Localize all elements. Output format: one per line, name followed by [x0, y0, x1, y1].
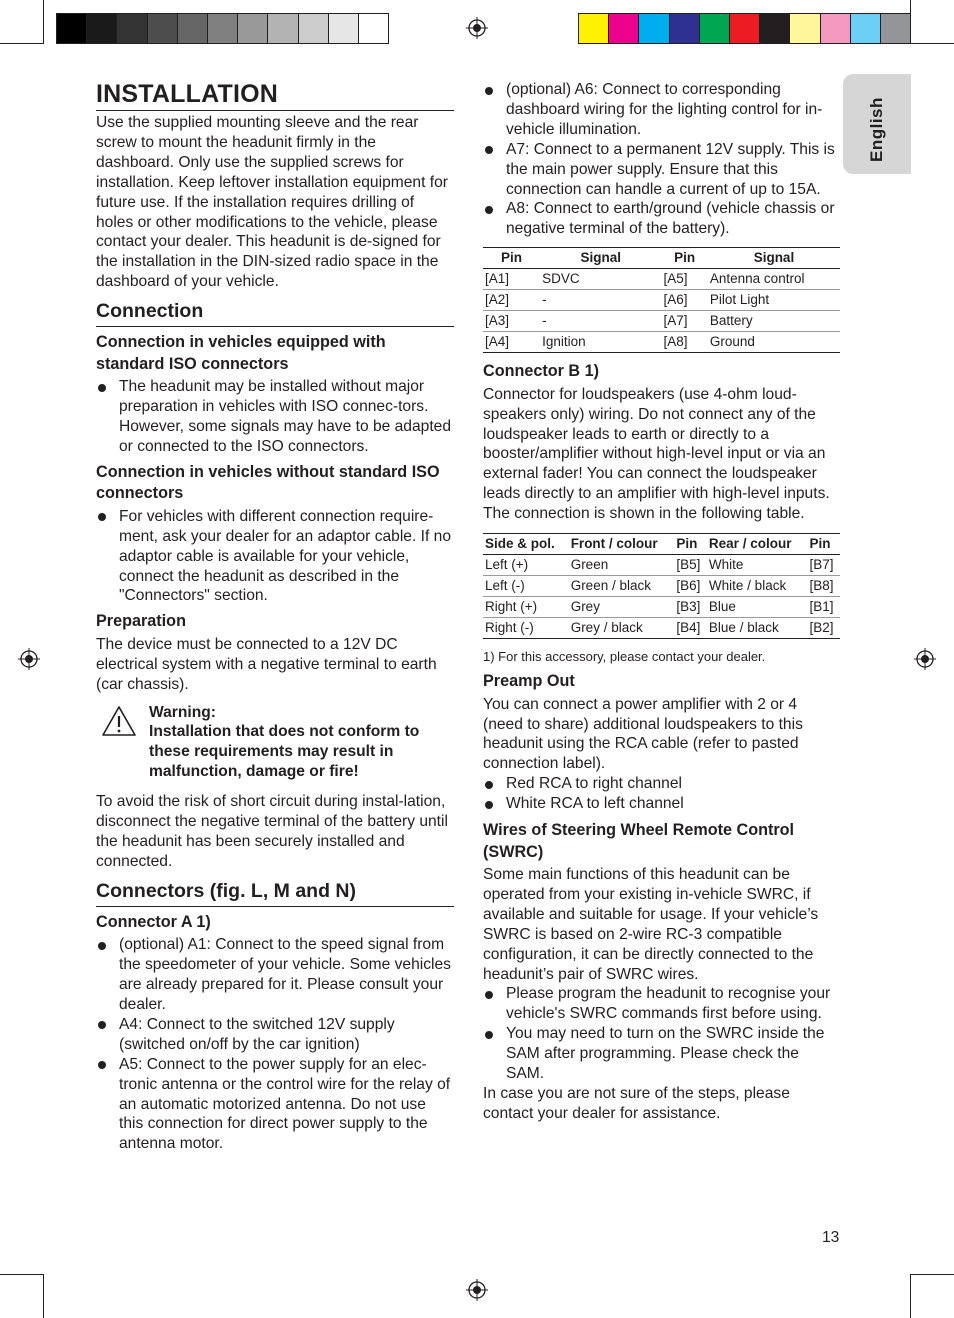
page-number: 13: [822, 1229, 840, 1246]
preamp-heading: Preamp Out: [483, 672, 575, 691]
table-row: [483, 597, 840, 618]
crop-mark: [910, 1274, 954, 1275]
color-swatch: [238, 14, 268, 43]
table-cell: Left (-): [483, 576, 569, 597]
warning-box: [96, 703, 454, 783]
list-item: (optional) A6: Connect to corresponding dashboard wiring for the lighting control for in-vehicle illumination.: [483, 80, 840, 140]
table-cell: [B4]: [674, 618, 707, 639]
table-header: Side & pol.: [483, 534, 569, 555]
registration-mark-icon: [466, 1279, 488, 1301]
color-swatch: [639, 14, 669, 43]
connector-a-list: [96, 935, 454, 1154]
table-cell: -: [540, 311, 661, 332]
swrc-list: [483, 984, 840, 1084]
table-cell: [B8]: [807, 576, 840, 597]
crop-mark: [0, 1274, 44, 1275]
grayscale-calibration-bar: [56, 13, 389, 44]
list-item: Please program the headunit to recognise your vehicle's SWRC commands first before using.: [483, 984, 840, 1024]
list-item: The headunit may be installed without major preparation in vehicles with ISO connec-tors. However, some signals may have to be adapted or connected to the ISO connectors.: [96, 377, 454, 457]
connector-a-list-continued: [483, 80, 840, 239]
list-item: A8: Connect to earth/ground (vehicle chassis or negative terminal of the battery).: [483, 199, 840, 239]
footnote: 1) For this accessory, please contact your dealer.: [483, 649, 766, 665]
table-cell: [A6]: [661, 290, 707, 311]
short-circuit-text: To avoid the risk of short circuit during instal-lation, disconnect the negative terminal of the battery until the headunit has been securely installed and connected.: [96, 793, 448, 870]
list-item: A4: Connect to the switched 12V supply (switched on/off by the car ignition): [96, 1015, 454, 1055]
non-iso-heading: Connection in vehicles without standard ISO connectors: [96, 462, 440, 503]
color-swatch: [700, 14, 730, 43]
table-header: Signal: [708, 248, 840, 269]
table-cell: Green: [569, 555, 675, 576]
table-cell: [B3]: [674, 597, 707, 618]
connector-b-heading: Connector B 1): [483, 362, 600, 381]
table-cell: Right (-): [483, 618, 569, 639]
preamp-text: You can connect a power amplifier with 2 or 4 (need to share) additional loudspeakers to this headunit using the RCA cable (refer to pasted connection label).: [483, 695, 803, 773]
table-header: Signal: [540, 248, 661, 269]
color-swatch: [87, 14, 117, 43]
color-swatch: [760, 14, 790, 43]
warning-label: Warning:: [149, 703, 216, 721]
table-row: [483, 311, 840, 332]
table-cell: White / black: [707, 576, 808, 597]
color-swatch: [299, 14, 329, 43]
preparation-heading: Preparation: [96, 612, 186, 631]
table-cell: Antenna control: [708, 269, 840, 290]
table-row: [483, 290, 840, 311]
table-header: Front / colour: [569, 534, 675, 555]
table-cell: Ground: [708, 332, 840, 353]
table-cell: [B2]: [807, 618, 840, 639]
table-header: Pin: [483, 248, 540, 269]
swrc-text: Some main functions of this headunit can be operated from your existing in-vehicle SWRC, if available and suitable for usage. If your vehicle’s SWRC is based on 2-wire RC-3 compatible configuration, it can be directly connected to the headunit’s pair of SWRC wires.: [483, 866, 819, 983]
connection-heading: Connection: [96, 298, 454, 327]
table-cell: -: [540, 290, 661, 311]
color-swatch: [268, 14, 298, 43]
table-header: Pin: [807, 534, 840, 555]
table-cell: Green / black: [569, 576, 675, 597]
iso-heading: Connection in vehicles equipped with standard ISO connectors: [96, 333, 386, 373]
table-row: [483, 332, 840, 353]
warning-text: Installation that does not conform to these requirements may result in malfunction, damage or fire!: [149, 723, 420, 781]
list-item: White RCA to left channel: [483, 794, 840, 814]
list-item: A5: Connect to the power supply for an elec-tronic antenna or the control wire for the relay of an automatic motorized antenna. Do not use this connection for direct power supply to the antenna motor.: [96, 1055, 454, 1155]
crop-mark: [910, 1274, 911, 1318]
table-cell: Battery: [708, 311, 840, 332]
color-swatch: [851, 14, 881, 43]
table-cell: [A8]: [661, 332, 707, 353]
table-cell: [A7]: [661, 311, 707, 332]
table-cell: Grey: [569, 597, 675, 618]
color-calibration-bar: [578, 13, 911, 44]
color-swatch: [790, 14, 820, 43]
installation-intro: Use the supplied mounting sleeve and the rear screw to mount the headunit firmly in the dashboard. Only use the supplied screws for installation. Keep leftover installation equipment for future use. If the installation requires drilling of holes or other modifications to the vehicle, please contact your dealer. This headunit is de-signed for the installation in the DIN-sized radio space in the dashboard of your vehicle.: [96, 114, 448, 291]
table-header: Pin: [661, 248, 707, 269]
table-row: [483, 555, 840, 576]
table-cell: [A2]: [483, 290, 540, 311]
table-cell: Blue / black: [707, 618, 808, 639]
table-cell: Blue: [707, 597, 808, 618]
table-cell: [B6]: [674, 576, 707, 597]
color-swatch: [609, 14, 639, 43]
color-swatch: [730, 14, 760, 43]
list-item: (optional) A1: Connect to the speed signal from the speedometer of your vehicle. Some vehicles are already prepared for it. Please consult your dealer.: [96, 935, 454, 1015]
list-item: For vehicles with different connection require-ment, ask your dealer for an adaptor cable. If no adaptor cable is available for your vehicle, connect the headunit as described in the "Connectors" section.: [96, 507, 454, 607]
left-column: [96, 78, 454, 1154]
table-cell: [B5]: [674, 555, 707, 576]
speaker-table: [483, 533, 840, 639]
table-cell: Ignition: [540, 332, 661, 353]
page-title: INSTALLATION: [96, 78, 454, 111]
registration-mark-icon: [466, 17, 488, 39]
table-cell: [A5]: [661, 269, 707, 290]
registration-mark-icon: [914, 648, 936, 670]
iso-list: [96, 377, 454, 457]
color-swatch: [148, 14, 178, 43]
crop-mark: [43, 1274, 44, 1318]
right-column: [483, 80, 840, 1124]
table-row: [483, 269, 840, 290]
list-item: Red RCA to right channel: [483, 774, 840, 794]
table-row: [483, 576, 840, 597]
table-cell: Left (+): [483, 555, 569, 576]
color-swatch: [881, 14, 910, 43]
registration-mark-icon: [18, 648, 40, 670]
warning-triangle-icon: [101, 705, 137, 737]
crop-mark: [910, 43, 954, 44]
crop-mark: [0, 43, 44, 44]
color-swatch: [359, 14, 388, 43]
table-row: [483, 618, 840, 639]
connectors-heading: Connectors (fig. L, M and N): [96, 878, 454, 907]
color-swatch: [329, 14, 359, 43]
crop-mark: [43, 0, 44, 44]
table-cell: White: [707, 555, 808, 576]
table-header: Rear / colour: [707, 534, 808, 555]
preamp-list: [483, 774, 840, 814]
table-cell: [A1]: [483, 269, 540, 290]
color-swatch: [208, 14, 238, 43]
table-cell: [B7]: [807, 555, 840, 576]
preparation-text: The device must be connected to a 12V DC electrical system with a negative terminal to earth (car chassis).: [96, 635, 437, 693]
color-swatch: [579, 14, 609, 43]
table-cell: SDVC: [540, 269, 661, 290]
table-cell: Pilot Light: [708, 290, 840, 311]
table-cell: Grey / black: [569, 618, 675, 639]
table-header: Pin: [674, 534, 707, 555]
language-tab-label: English: [867, 97, 886, 162]
color-swatch: [821, 14, 851, 43]
closing-text: In case you are not sure of the steps, please contact your dealer for assistance.: [483, 1085, 790, 1122]
color-swatch: [670, 14, 700, 43]
table-cell: [A3]: [483, 311, 540, 332]
color-swatch: [178, 14, 208, 43]
color-swatch: [57, 14, 87, 43]
connector-b-text: Connector for loudspeakers (use 4-ohm loud-speakers only) wiring. Do not connect any of the loudspeaker leads to earth or directly to a booster/amplifier without high-level input or via an external fader! You can connect the loudspeaker leads directly to an amplifier with high-level inputs. The connection is shown in the following table.: [483, 385, 830, 523]
color-swatch: [117, 14, 147, 43]
table-cell: [B1]: [807, 597, 840, 618]
swrc-heading: Wires of Steering Wheel Remote Control (SWRC): [483, 821, 795, 861]
table-cell: Right (+): [483, 597, 569, 618]
list-item: You may need to turn on the SWRC inside the SAM after programming. Please check the SAM.: [483, 1024, 840, 1084]
pin-table: [483, 247, 840, 353]
language-tab: [843, 74, 911, 174]
non-iso-list: [96, 507, 454, 607]
list-item: A7: Connect to a permanent 12V supply. This is the main power supply. Ensure that this connection can handle a current of up to 15A.: [483, 140, 840, 200]
connector-a-heading: Connector A 1): [96, 912, 211, 931]
table-cell: [A4]: [483, 332, 540, 353]
